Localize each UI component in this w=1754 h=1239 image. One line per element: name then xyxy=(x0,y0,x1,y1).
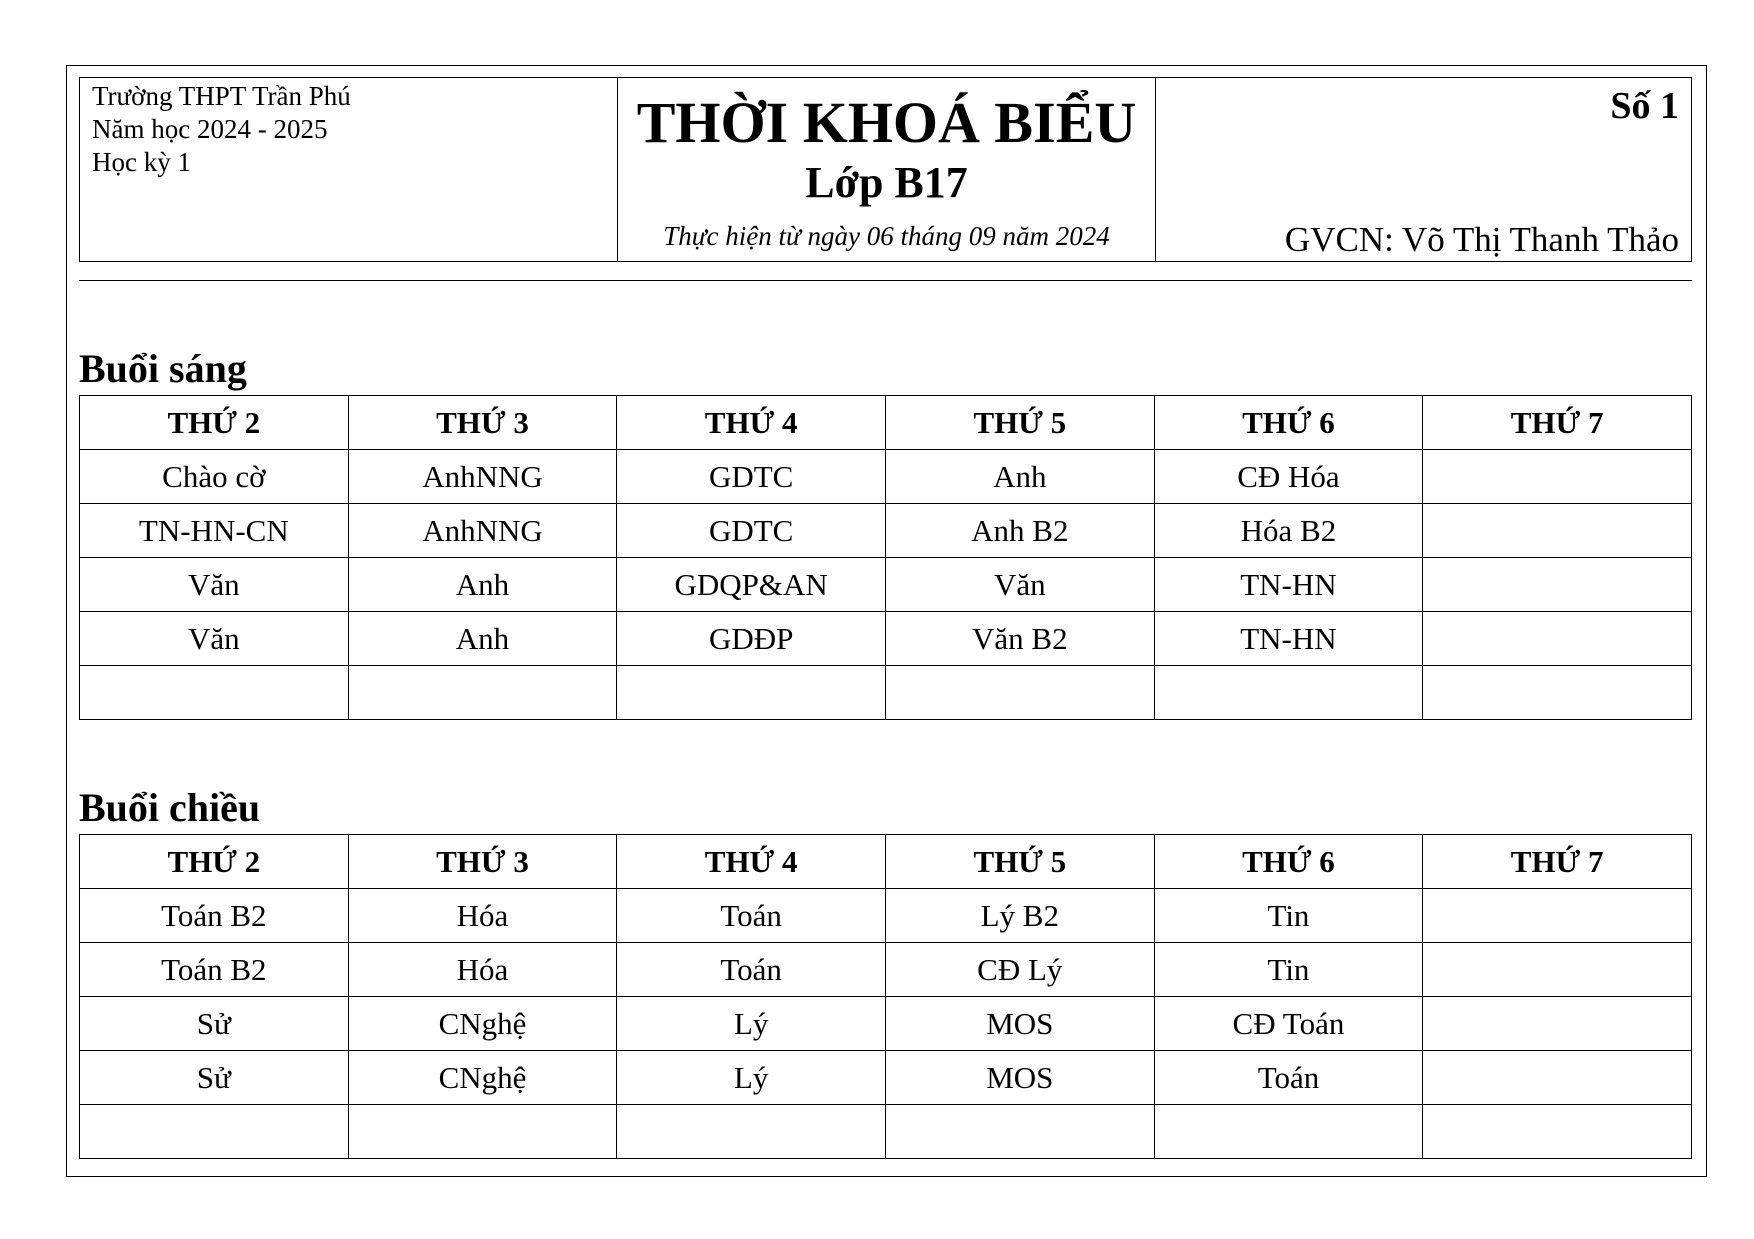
table-row xyxy=(80,666,1692,720)
subject-cell xyxy=(1154,1105,1423,1159)
page-title: THỜI KHOÁ BIỂU xyxy=(636,90,1137,155)
table-row xyxy=(80,943,1692,997)
subject-cell: Sử xyxy=(80,997,349,1051)
subject-cell: Lý xyxy=(617,1051,886,1105)
subject-cell: Hóa B2 xyxy=(1154,504,1423,558)
subject-cell: Văn B2 xyxy=(885,612,1154,666)
subject-cell: Sử xyxy=(80,1051,349,1105)
table-row xyxy=(80,1051,1692,1105)
day-header: THỨ 2 xyxy=(80,835,349,889)
day-header: THỨ 4 xyxy=(617,396,886,450)
title-block xyxy=(618,78,1156,261)
day-header: THỨ 7 xyxy=(1423,835,1692,889)
table-header-row xyxy=(80,396,1692,450)
table-row xyxy=(80,558,1692,612)
school-name: Trường THPT Trần Phú xyxy=(92,81,351,111)
morning-timetable xyxy=(79,395,1692,720)
subject-cell xyxy=(617,666,886,720)
subject-cell xyxy=(617,1105,886,1159)
morning-title: Buổi sáng xyxy=(79,346,247,391)
schedule-number: Số 1 xyxy=(1610,85,1679,127)
subject-cell: Anh xyxy=(885,450,1154,504)
subject-cell: Toán B2 xyxy=(80,943,349,997)
subject-cell: Toán xyxy=(1154,1051,1423,1105)
table-header-row xyxy=(80,835,1692,889)
subject-cell: GDQP&AN xyxy=(617,558,886,612)
subject-cell xyxy=(348,1105,617,1159)
subject-cell xyxy=(1423,612,1692,666)
table-row xyxy=(80,1105,1692,1159)
day-header: THỨ 2 xyxy=(80,396,349,450)
subject-cell: GDTC xyxy=(617,450,886,504)
subject-cell: Tin xyxy=(1154,889,1423,943)
subject-cell: Văn xyxy=(80,558,349,612)
table-row xyxy=(80,504,1692,558)
subject-cell: CNghệ xyxy=(348,1051,617,1105)
day-header: THỨ 5 xyxy=(885,835,1154,889)
day-header: THỨ 7 xyxy=(1423,396,1692,450)
subject-cell xyxy=(80,1105,349,1159)
afternoon-timetable xyxy=(79,834,1692,1159)
subject-cell xyxy=(1423,997,1692,1051)
day-header: THỨ 5 xyxy=(885,396,1154,450)
subject-cell xyxy=(1423,889,1692,943)
day-header: THỨ 6 xyxy=(1154,396,1423,450)
subject-cell: Toán xyxy=(617,943,886,997)
subject-cell: Lý xyxy=(617,997,886,1051)
school-year: Năm học 2024 - 2025 xyxy=(92,114,328,144)
subject-cell: CĐ Lý xyxy=(885,943,1154,997)
effective-date: Thực hiện từ ngày 06 tháng 09 năm 2024 xyxy=(663,221,1110,251)
subject-cell xyxy=(80,666,349,720)
subject-cell xyxy=(885,1105,1154,1159)
subject-cell: AnhNNG xyxy=(348,450,617,504)
subject-cell xyxy=(348,666,617,720)
header-divider xyxy=(79,280,1692,281)
meta-block xyxy=(1156,78,1691,261)
subject-cell: CNghệ xyxy=(348,997,617,1051)
day-header: THỨ 4 xyxy=(617,835,886,889)
subject-cell: Văn xyxy=(885,558,1154,612)
subject-cell xyxy=(1423,450,1692,504)
table-row xyxy=(80,889,1692,943)
subject-cell: GDTC xyxy=(617,504,886,558)
semester: Học kỳ 1 xyxy=(92,147,191,177)
subject-cell: Chào cờ xyxy=(80,450,349,504)
subject-cell: TN-HN xyxy=(1154,612,1423,666)
subject-cell: TN-HN xyxy=(1154,558,1423,612)
subject-cell: AnhNNG xyxy=(348,504,617,558)
subject-cell: Toán B2 xyxy=(80,889,349,943)
day-header: THỨ 3 xyxy=(348,835,617,889)
subject-cell: Văn xyxy=(80,612,349,666)
subject-cell xyxy=(1423,1105,1692,1159)
subject-cell: Toán xyxy=(617,889,886,943)
subject-cell: Tin xyxy=(1154,943,1423,997)
day-header: THỨ 6 xyxy=(1154,835,1423,889)
table-row xyxy=(80,612,1692,666)
subject-cell: Hóa xyxy=(348,943,617,997)
subject-cell: CĐ Toán xyxy=(1154,997,1423,1051)
subject-cell: TN-HN-CN xyxy=(80,504,349,558)
subject-cell xyxy=(1423,943,1692,997)
subject-cell xyxy=(1423,504,1692,558)
homeroom-teacher: GVCN: Võ Thị Thanh Thảo xyxy=(1284,220,1679,259)
subject-cell: Anh xyxy=(348,558,617,612)
subject-cell xyxy=(885,666,1154,720)
subject-cell: Anh B2 xyxy=(885,504,1154,558)
subject-cell xyxy=(1423,558,1692,612)
subject-cell: Anh xyxy=(348,612,617,666)
afternoon-title: Buổi chiều xyxy=(79,785,261,830)
class-name: Lớp B17 xyxy=(805,158,968,207)
school-info xyxy=(80,78,618,261)
table-row xyxy=(80,450,1692,504)
subject-cell xyxy=(1423,666,1692,720)
table-row xyxy=(80,997,1692,1051)
subject-cell xyxy=(1423,1051,1692,1105)
subject-cell: MOS xyxy=(885,1051,1154,1105)
subject-cell: Hóa xyxy=(348,889,617,943)
subject-cell: Lý B2 xyxy=(885,889,1154,943)
subject-cell: MOS xyxy=(885,997,1154,1051)
subject-cell: GDĐP xyxy=(617,612,886,666)
subject-cell: CĐ Hóa xyxy=(1154,450,1423,504)
day-header: THỨ 3 xyxy=(348,396,617,450)
header-box xyxy=(79,77,1692,262)
subject-cell xyxy=(1154,666,1423,720)
